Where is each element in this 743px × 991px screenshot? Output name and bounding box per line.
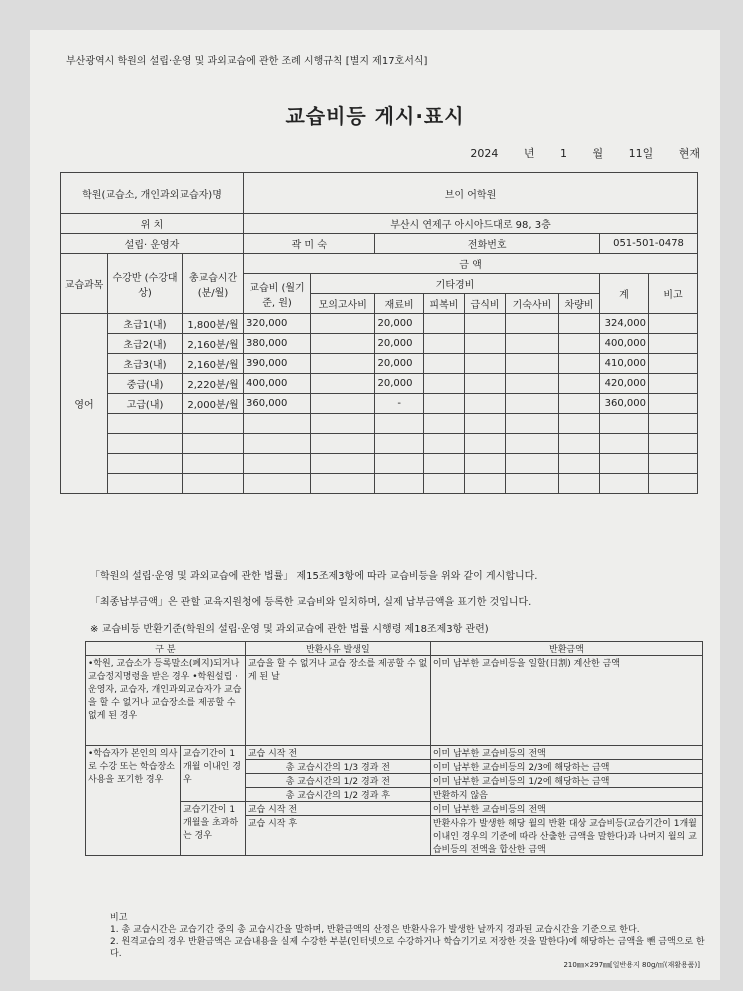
tuition-cell: 360,000 (244, 394, 311, 414)
refund-r3: 총 교습시간의 1/2 경과 전 (245, 774, 430, 788)
refund-a4: 반환하지 않음 (430, 788, 702, 802)
refund-a2: 이미 납부한 교습비등의 2/3에 해당하는 금액 (430, 760, 702, 774)
refund-category-header: 구 분 (86, 642, 246, 656)
refund-r2: 총 교습시간의 1/3 경과 전 (245, 760, 430, 774)
date-day: 11일 현재 (628, 147, 700, 160)
course-cell: 초급1(내) (108, 314, 183, 334)
remark-1: 1. 총 교습시간은 교습기간 중의 총 교습시간을 말하며, 반환금액의 산정은 반환사유가 발생한 날까지 경과된 교습시간을 기준으로 한다. (110, 925, 640, 935)
date-line (470, 145, 700, 161)
course-cell: 고급(내) (108, 394, 183, 414)
refund-a5: 이미 납부한 교습비등의 전액 (430, 802, 702, 816)
textbook-header: 피복비 (423, 294, 464, 314)
phone-value: 051-501-0478 (600, 234, 698, 254)
hours-cell: 2,160분/월 (183, 334, 244, 354)
mock-exam-header: 모의고사비 (311, 294, 375, 314)
location-value: 부산시 연제구 아시아드대로 98, 3층 (244, 214, 698, 234)
table-row (61, 374, 698, 394)
dorm-header: 기숙사비 (506, 294, 559, 314)
refund-r6: 교습 시작 후 (245, 816, 430, 856)
refund-cat1-amount: 이미 납부한 교습비등을 일할(日割) 계산한 금액 (430, 656, 702, 746)
refund-cat1-reason: 교습을 할 수 없거나 교습 장소를 제공할 수 없게 된 날 (245, 656, 430, 746)
hours-cell: 1,800분/월 (183, 314, 244, 334)
paper-spec: 210㎜×297㎜[일반용지 80g/㎡(재활용품)] (563, 961, 700, 969)
tuition-header: 교습비 (월기준, 원) (244, 274, 311, 314)
remarks-title: 비고 (110, 913, 128, 923)
meal-header: 급식비 (464, 294, 505, 314)
material-cell: 20,000 (375, 334, 423, 354)
material-cell: 20,000 (375, 374, 423, 394)
subject-header: 교습과목 (61, 254, 108, 314)
refund-sub2: 교습기간이 1개월을 초과하는 경우 (181, 802, 246, 856)
refund-sub1: 교습기간이 1개월 이내인 경우 (181, 746, 246, 802)
empty-row (61, 414, 698, 434)
total-cell: 410,000 (600, 354, 649, 374)
table-row (61, 314, 698, 334)
empty-row (61, 474, 698, 494)
material-cell: 20,000 (375, 314, 423, 334)
empty-row (61, 434, 698, 454)
refund-a6: 반환사유가 발생한 해당 월의 반환 대상 교습비등(교습기간이 1개월 이내인 경우의 기준에 따라 산출한 금액을 말한다)과 나머지 월의 교습비등의 전액을 합산한 금액 (430, 816, 702, 856)
refund-r4: 총 교습시간의 1/2 경과 후 (245, 788, 430, 802)
total-cell: 420,000 (600, 374, 649, 394)
total-cell: 360,000 (600, 394, 649, 414)
refund-cat1: •학원, 교습소가 등록말소(폐지)되거나 교습정지명령을 받은 경우 •학원설립 · 운영자, 교습자, 개인과외교습자가 교습을 할 수 없거나 교습장소를 제공할 수 없게 된 경우 (86, 656, 246, 746)
document-sheet (30, 30, 720, 980)
refund-amount-header: 반환금액 (430, 642, 702, 656)
remarks (110, 912, 710, 960)
refund-r5: 교습 시작 전 (245, 802, 430, 816)
refund-r1: 교습 시작 전 (245, 746, 430, 760)
date-month: 1 월 (560, 147, 604, 160)
remark-2: 2. 원격교습의 경우 반환금액은 교습내용을 실제 수강한 부분(인터넷으로 수강하거나 학습기기로 저장한 것을 말한다)에 해당하는 금액을 뺀 금액으로 한다. (110, 937, 705, 959)
phone-label: 전화번호 (375, 234, 600, 254)
subject-value: 영어 (61, 314, 108, 494)
material-header: 재료비 (375, 294, 423, 314)
refund-title: ※ 교습비등 반환기준(학원의 설립·운영 및 과외교습에 관한 법률 시행령 제18조제3항 관련) (90, 624, 489, 635)
remark-header: 비고 (649, 274, 698, 314)
tuition-cell: 380,000 (244, 334, 311, 354)
material-cell: - (375, 394, 423, 414)
hours-cell: 2,000분/월 (183, 394, 244, 414)
fee-table (60, 172, 698, 494)
hours-cell: 2,160분/월 (183, 354, 244, 374)
course-cell: 중급(내) (108, 374, 183, 394)
course-cell: 초급2(내) (108, 334, 183, 354)
academy-name: 브이 어학원 (244, 173, 698, 214)
notice-1: 「학원의 설립·운영 및 과외교습에 관한 법률」 제15조제3항에 따라 교습비등을 위와 같이 게시합니다. (90, 571, 538, 582)
page-title: 교습비등 게시·표시 (285, 104, 465, 128)
amount-header: 금 액 (244, 254, 698, 274)
course-cell: 초급3(내) (108, 354, 183, 374)
founder-value: 곽 미 숙 (244, 234, 375, 254)
form-header-note: 부산광역시 학원의 설립·운영 및 과외교습에 관한 조례 시행규칙 [별지 제17호서식] (66, 56, 428, 67)
material-cell: 20,000 (375, 354, 423, 374)
academy-label: 학원(교습소, 개인과외교습자)명 (61, 173, 244, 214)
refund-a1: 이미 납부한 교습비등의 전액 (430, 746, 702, 760)
total-header: 계 (600, 274, 649, 314)
other-fee-header: 기타경비 (311, 274, 600, 294)
notice-2: 「최종납부금액」은 관할 교육지원청에 등록한 교습비와 일치하며, 실제 납부금액을 표기한 것입니다. (90, 597, 532, 608)
hours-header: 총교습시간(분/월) (183, 254, 244, 314)
table-row (61, 354, 698, 374)
vehicle-header: 차량비 (558, 294, 599, 314)
refund-cat2: •학습자가 본인의 의사로 수강 또는 학습장소 사용을 포기한 경우 (86, 746, 181, 856)
refund-reason-header: 반환사유 발생일 (245, 642, 430, 656)
total-cell: 400,000 (600, 334, 649, 354)
table-row (61, 334, 698, 354)
founder-label: 설립· 운영자 (61, 234, 244, 254)
refund-table (85, 641, 703, 856)
tuition-cell: 320,000 (244, 314, 311, 334)
table-row (61, 394, 698, 414)
empty-row (61, 454, 698, 474)
hours-cell: 2,220분/월 (183, 374, 244, 394)
total-cell: 324,000 (600, 314, 649, 334)
date-year: 2024 년 (470, 147, 535, 160)
refund-a3: 이미 납부한 교습비등의 1/2에 해당하는 금액 (430, 774, 702, 788)
tuition-cell: 390,000 (244, 354, 311, 374)
tuition-cell: 400,000 (244, 374, 311, 394)
location-label: 위 치 (61, 214, 244, 234)
course-header: 수강반 (수강대상) (108, 254, 183, 314)
